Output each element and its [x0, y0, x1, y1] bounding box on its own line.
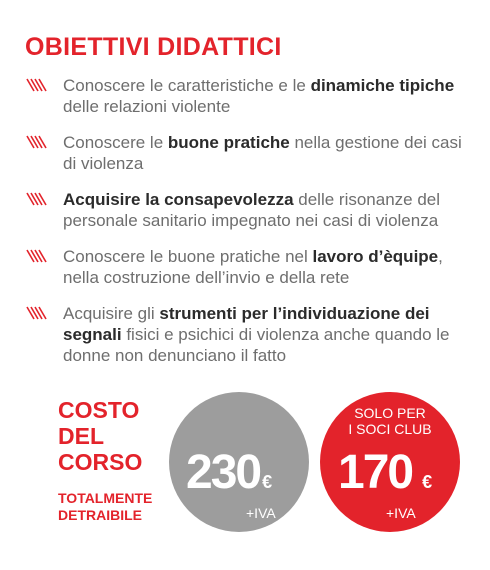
objective-highlight: lavoro d’èquipe: [312, 247, 439, 266]
objective-item: [25, 132, 475, 174]
objective-highlight: strumenti per l’individuazione dei segnali: [63, 304, 430, 344]
member-price-amount: 170: [338, 446, 413, 499]
regular-price: [186, 445, 272, 500]
objective-item: [25, 303, 475, 366]
objective-text-part: delle relazioni violente: [63, 97, 231, 116]
section-title: OBIETTIVI DIDATTICI: [25, 33, 282, 61]
objective-highlight: buone pratiche: [167, 133, 290, 152]
objective-text: [63, 132, 475, 174]
objective-text-part: , nella costruzione dell’invio e della rete: [63, 247, 443, 287]
objective-text: [63, 303, 475, 366]
cost-heading-line: CORSO: [58, 449, 143, 475]
deductible-note-line: DETRAIBILE: [58, 507, 142, 523]
objective-item: [25, 246, 475, 288]
hatch-bullet-icon: [25, 192, 47, 206]
deductible-note: [58, 490, 152, 524]
objective-highlight: Acquisire la consapevolezza: [63, 190, 294, 209]
member-price-vat: +IVA: [386, 505, 416, 521]
regular-price-amount: 230: [186, 446, 261, 499]
objective-text-part: Conoscere le: [63, 133, 168, 152]
regular-price-currency: €: [262, 472, 273, 492]
hatch-bullet-icon: [25, 135, 47, 149]
hatch-bullet-icon: [25, 78, 47, 92]
objective-text-part: fisici e psichici di violenza anche quando le donne non denunciano il fatto: [63, 325, 450, 365]
objective-highlight: dinamiche tipiche: [310, 76, 455, 95]
member-price-currency: €: [422, 472, 433, 492]
regular-price-vat: +IVA: [246, 505, 276, 521]
objective-item: [25, 189, 475, 231]
cost-heading-line: DEL: [58, 423, 104, 449]
objective-item: [25, 75, 475, 117]
objectives-list: [25, 75, 475, 381]
objective-text-part: nella gestione dei casi di violenza: [63, 133, 462, 173]
objective-text: [63, 246, 475, 288]
objective-text-part: Conoscere le buone pratiche nel: [63, 247, 313, 266]
objective-text-part: delle risonanze del personale sanitario impegnato nei casi di violenza: [63, 190, 441, 230]
hatch-bullet-icon: [25, 306, 47, 320]
member-label-line: SOLO PER: [354, 405, 426, 421]
objective-text: [63, 189, 475, 231]
member-label: [326, 405, 454, 437]
cost-heading-line: COSTO: [58, 397, 140, 423]
member-price: [338, 445, 432, 500]
objective-text: [63, 75, 475, 117]
deductible-note-line: TOTALMENTE: [58, 490, 153, 506]
objective-text-part: Conoscere le caratteristiche e le: [63, 76, 311, 95]
objective-text-part: Acquisire gli: [63, 304, 160, 323]
member-label-line: I SOCI CLUB: [348, 421, 432, 437]
cost-heading: [58, 397, 142, 475]
hatch-bullet-icon: [25, 249, 47, 263]
